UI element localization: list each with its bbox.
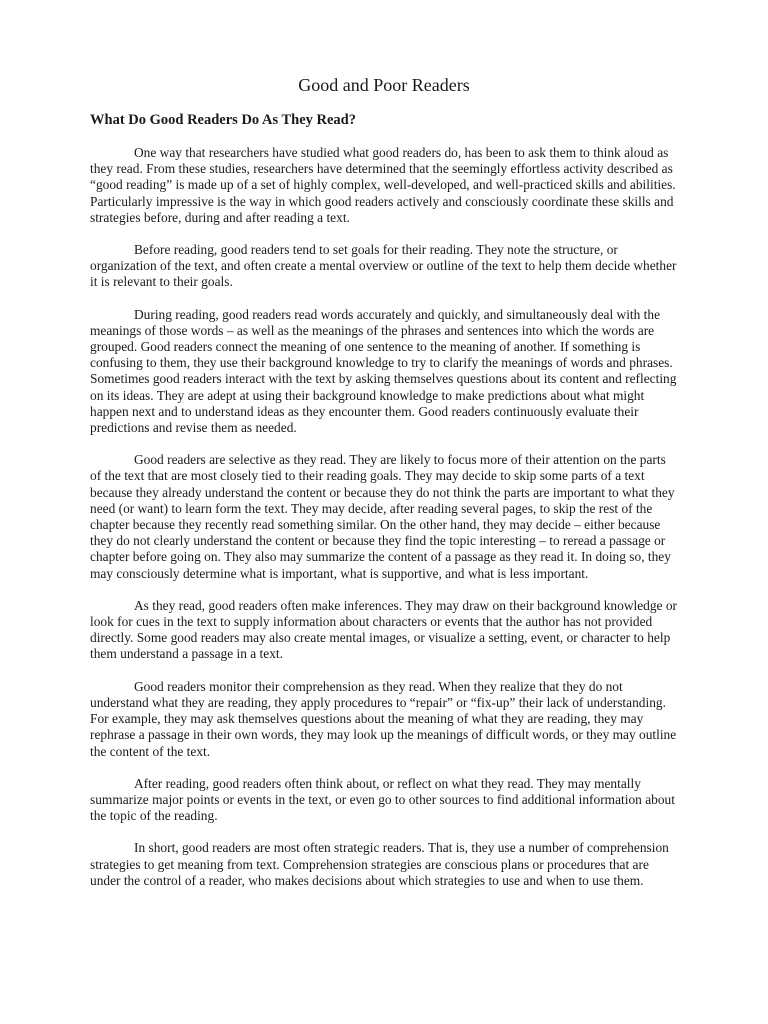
document-title: Good and Poor Readers	[298, 75, 470, 95]
paragraph-selective-reading: Good readers are selective as they read. They are likely to focus more of their attention on the parts of the text that are most closely tied to their reading goals. They may decide to skip some parts of a text because they already understand the content or because they do not think the parts are important to what they need (or want) to learn form the text. They may decide, after reading several pages, to skip the rest of the chapter because they recently read something similar. On the other hand, they may decide – either because they do not clearly understand the content or because they find the topic interesting – to reread a passage or chapter before going on. They also may summarize the content of a passage as they read it. In doing so, they may consciously determine what is important, what is supportive, and what is less important.	[90, 452, 675, 581]
paragraph-after-reading: After reading, good readers often think about, or reflect on what they read. They may mentally summarize major points or events in the text, or even go to other sources to find additional information about the topic of the reading.	[90, 775, 675, 824]
paragraph-during-reading: During reading, good readers read words accurately and quickly, and simultaneously deal with the meanings of those words – as well as the meanings of the phrases and sentences into which the words are grouped. Good readers connect the meaning of one sentence to the meaning of another. If something is confusing to them, they use their background knowledge to try to clarify the meanings of words and phrases. Sometimes good readers interact with the text by asking themselves questions about its content and reflecting on its ideas. They are adept at using their background knowledge to make predictions about what might happen next and to understand ideas as they encounter them. Good readers continuously evaluate their predictions and revise them as needed.	[90, 306, 677, 436]
paragraph-summary: In short, good readers are most often strategic readers. That is, they use a number of comprehension strategies to get meaning from text. Comprehension strategies are conscious plans or procedures that are under the control of a reader, who makes decisions about which strategies to use and when to use them.	[90, 840, 669, 888]
paragraph-before-reading: Before reading, good readers tend to set goals for their reading. They note the structure, or organization of the text, and often create a mental overview or outline of the text to help them decide whether it is relevant to their goals.	[90, 242, 677, 290]
paragraph-monitoring: Good readers monitor their comprehension as they read. When they realize that they do not understand what they are reading, they apply procedures to “repair” or “fix-up” their lack of understanding. For example, they may ask themselves questions about the meaning of what they are reading, they may rephrase a passage in their own words, they may look up the meanings of difficult words, or they may outline the content of the text.	[90, 678, 677, 759]
paragraph-intro: One way that researchers have studied what good readers do, has been to ask them to think aloud as they read. From these studies, researchers have determined that the seemingly effortless activity described as “good reading” is made up of a set of highly complex, well-developed, and well-practiced skills and abilities. Particularly impressive is the way in which good readers actively and consciously coordinate these skills and strategies before, during and after reading a text.	[90, 145, 676, 225]
document-body	[90, 145, 680, 905]
paragraph-inferences: As they read, good readers often make inferences. They may draw on their background knowledge or look for cues in the text to supply information about characters or events that the author has not provided directly. Some good readers may also create mental images, or visualize a setting, event, or character to help them understand a passage in a text.	[90, 597, 677, 662]
section-heading: What Do Good Readers Do As They Read?	[90, 112, 356, 128]
